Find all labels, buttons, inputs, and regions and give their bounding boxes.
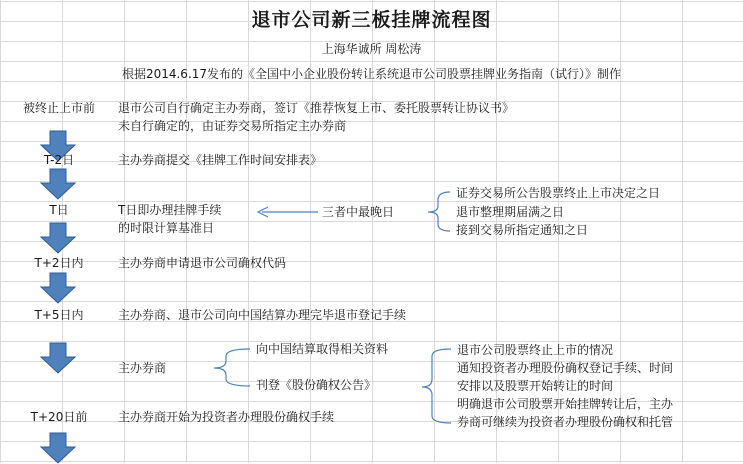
stage-text: 的时限计算基准日 bbox=[118, 221, 215, 235]
t-day-condition: 证券交易所公告股票终止上市决定之日 bbox=[456, 186, 661, 200]
stage-label-t-day: T日 bbox=[49, 203, 69, 217]
page-title: 退市公司新三板挂牌流程图 bbox=[251, 9, 492, 31]
stage-text: 退市公司自行确定主办券商，签订《推荐恢复上市、委托股票转让协议书》 bbox=[118, 101, 515, 115]
broker-task: 向中国结算取得相关资料 bbox=[256, 342, 389, 356]
broker-task: 刊登《股份确权公告》 bbox=[256, 378, 377, 392]
t-day-condition: 接到交易所指定通知之日 bbox=[456, 223, 589, 237]
source-note: 根据2014.6.17发布的《全国中小企业股份转让系统退市公司股票挂牌业务指南（试行）》制作 bbox=[121, 67, 622, 81]
brace-icon bbox=[422, 349, 451, 423]
broker-detail: 退市公司股票终止上市的情况 bbox=[457, 343, 614, 357]
down-arrow-icon bbox=[40, 222, 76, 254]
down-arrow-icon bbox=[40, 272, 76, 304]
down-arrow-icon bbox=[40, 432, 76, 464]
stage-text: T日即办理挂牌手续 bbox=[118, 203, 222, 217]
down-arrow-icon bbox=[40, 168, 76, 200]
t-day-condition: 退市整理期届满之日 bbox=[456, 205, 565, 219]
broker-label: 主办券商 bbox=[118, 361, 167, 375]
stage-label-t-minus-2: T-2日 bbox=[43, 153, 75, 167]
stage-text: 主办券商、退市公司向中国结算办理完毕退市登记手续 bbox=[118, 308, 407, 322]
broker-detail: 明确退市公司股票开始挂牌转让后，主办 bbox=[457, 397, 674, 411]
stage-label-t-plus-2: T+2日内 bbox=[34, 256, 84, 270]
stage-label-t-plus-5: T+5日内 bbox=[34, 308, 84, 322]
stage-text: 主办券商开始为投资者办理股份确权手续 bbox=[118, 410, 335, 424]
brace-icon bbox=[428, 192, 450, 231]
stage-text: 主办券商申请退市公司确权代码 bbox=[118, 256, 287, 270]
stage-text: 主办券商提交《挂牌工作时间安排表》 bbox=[118, 153, 323, 167]
broker-detail: 安排以及股票开始转让的时间 bbox=[457, 379, 614, 393]
brace-icon bbox=[214, 349, 250, 386]
stage-label-pre-delisting: 被终止上市前 bbox=[22, 101, 95, 115]
down-arrow-icon bbox=[40, 342, 76, 374]
author-line: 上海华诚所 周松涛 bbox=[321, 42, 422, 56]
stage-label-t-plus-20: T+20日前 bbox=[30, 410, 88, 424]
latest-of-three-label: 三者中最晚日 bbox=[322, 205, 395, 219]
broker-detail: 券商可继续为投资者办理股份确权和托管 bbox=[457, 415, 674, 429]
left-arrow-icon bbox=[258, 207, 318, 217]
stage-text: 未自行确定的，由证券交易所指定主办券商 bbox=[118, 119, 347, 133]
broker-detail: 通知投资者办理股份确权登记手续、时间 bbox=[457, 361, 674, 375]
